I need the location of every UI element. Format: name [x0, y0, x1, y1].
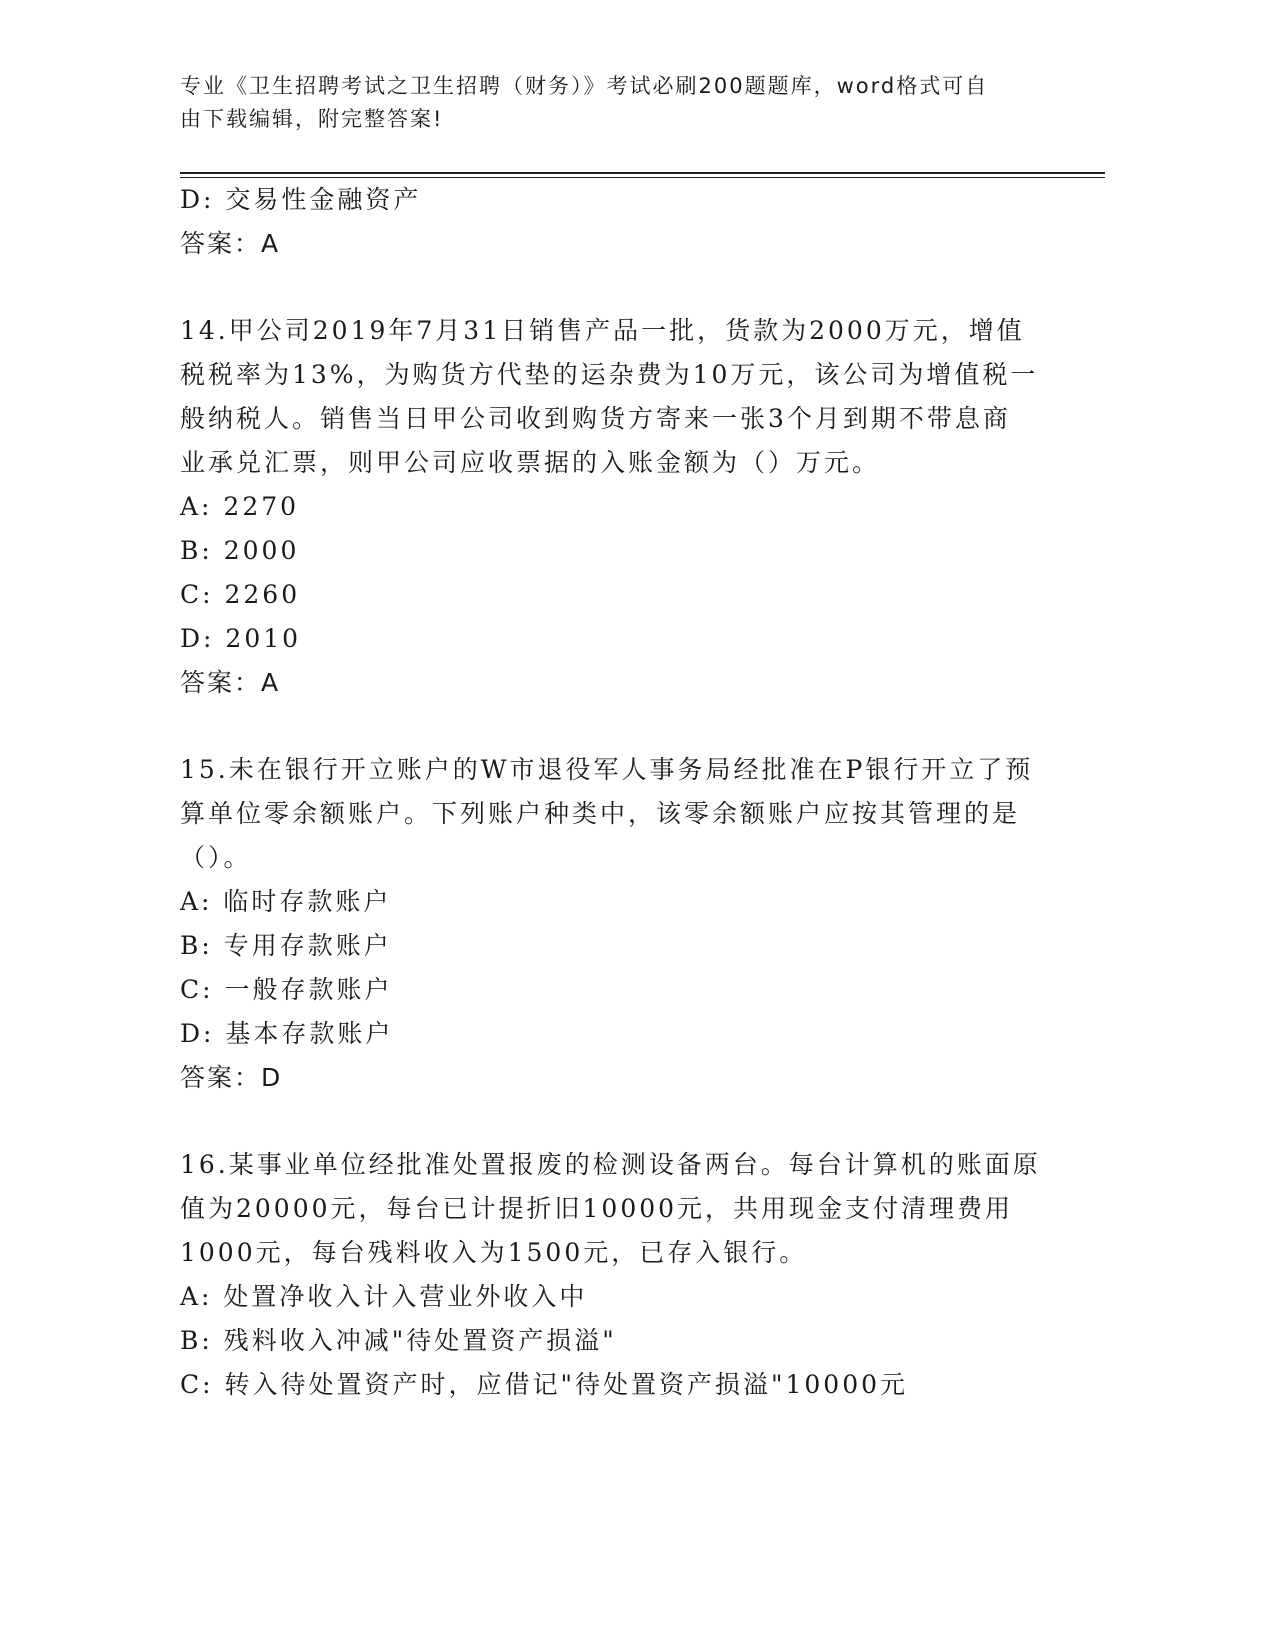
- q14-stem-line: 般纳税人。销售当日甲公司收到购货方寄来一张3个月到期不带息商: [180, 404, 1011, 433]
- q14-option-c: C: 2260: [180, 580, 301, 609]
- q15-option-d: D: 基本存款账户: [180, 1019, 394, 1048]
- q14-stem-line: 业承兑汇票，则甲公司应收票据的入账金额为（）万元。: [180, 448, 881, 477]
- q16-option-a: A: 处置净收入计入营业外收入中: [180, 1282, 588, 1311]
- q16-option-c: C: 转入待处置资产时，应借记"待处置资产损溢"10000元: [180, 1370, 909, 1399]
- q14-answer: 答案：A: [180, 668, 281, 697]
- q14-option-a: A: 2270: [180, 492, 300, 521]
- document-header: [180, 70, 1040, 136]
- q16-stem-line: 值为20000元，每台已计提折旧10000元，共用现金支付清理费用: [180, 1194, 1014, 1223]
- q14-option-d: D: 2010: [180, 624, 302, 653]
- q15-option-a: A: 临时存款账户: [180, 887, 392, 916]
- q14-stem-line: 税税率为13%，为购货方代垫的运杂费为10万元，该公司为增值税一: [180, 360, 1039, 389]
- header-divider-thick: [180, 172, 1105, 174]
- q15-stem-line: 算单位零余额账户。下列账户种类中，该零余额账户应按其管理的是: [180, 799, 1021, 828]
- q14-stem-line: 14.甲公司2019年7月31日销售产品一批，货款为2000万元，增值: [180, 316, 1025, 345]
- question-16: [180, 1143, 1105, 1407]
- question-15: [180, 748, 1105, 1100]
- header-line-2: 由下载编辑，附完整答案!: [180, 107, 444, 131]
- q15-stem-line: 15.未在银行开立账户的W市退役军人事务局经批准在P银行开立了预: [180, 755, 1034, 784]
- q16-option-b: B: 残料收入冲减"待处置资产损溢": [180, 1326, 617, 1355]
- q13-answer: 答案：A: [180, 229, 281, 258]
- q14-option-b: B: 2000: [180, 536, 300, 565]
- q16-stem-line: 1000元，每台残料收入为1500元，已存入银行。: [180, 1238, 808, 1267]
- q15-answer: 答案：D: [180, 1063, 283, 1092]
- q15-option-c: C: 一般存款账户: [180, 975, 393, 1004]
- q15-option-b: B: 专用存款账户: [180, 931, 392, 960]
- q16-stem-line: 16.某事业单位经批准处置报废的检测设备两台。每台计算机的账面原: [180, 1150, 1041, 1179]
- document-body: [180, 178, 1105, 1407]
- q15-stem-line: （）。: [180, 843, 252, 872]
- q13-option-d: D: 交易性金融资产: [180, 185, 422, 214]
- header-line-1: 专业《卫生招聘考试之卫生招聘（财务）》考试必刷200题题库，word格式可自: [180, 74, 989, 98]
- question-14: [180, 309, 1105, 705]
